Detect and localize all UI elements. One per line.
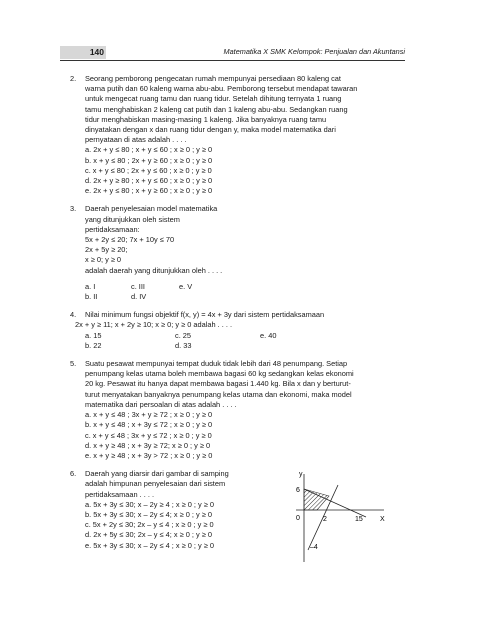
question-4: [70, 310, 410, 351]
question-text-line: Daerah penyelesaian model matematika: [85, 204, 218, 214]
question-text-line: Suatu pesawat mempunyai tempat duduk tidak lebih dari 48 penumpang. Setiap: [85, 359, 348, 369]
answer-option: d. 2x + y ≥ 80 ; x + y ≤ 60 ; x ≥ 0 ; y ≥ 0: [85, 176, 213, 186]
question-number: 5.: [70, 359, 77, 369]
answer-option: b. x + y ≤ 80 ; 2x + y ≥ 60 ; x ≥ 0 ; y ≥ 0: [85, 155, 213, 165]
shaded-region: [304, 489, 329, 510]
answer-option: c. 25: [175, 330, 192, 340]
answer-options: [85, 331, 410, 351]
answer-option: b. II: [85, 292, 98, 302]
question-text-line: tidur menghabiskan masing-masing 1 kaleng. Jika banyaknya ruang tamu: [85, 114, 327, 124]
answer-option: a. I: [85, 281, 96, 291]
answer-option: e. 40: [260, 330, 277, 340]
question-6-graph: [284, 466, 394, 566]
page-header: [60, 46, 405, 60]
answer-option: e. V: [179, 281, 193, 291]
question-text-line: 2x + y ≥ 11; x + 2y ≥ 10; x ≥ 0; y ≥ 0 adalah . . . .: [75, 320, 232, 330]
question-text-line: matematika dari persoalan di atas adalah . . . .: [85, 399, 237, 409]
answer-option: e. 2x + y ≤ 80 ; x + y ≥ 60 ; x ≥ 0 ; y ≥ 0: [85, 186, 213, 196]
question-text-line: turut menyatakan banyaknya penumpang kelas utama dan ekonomi, maka model: [85, 389, 352, 399]
answer-option: d. x + y ≥ 48 ; x + 3y ≥ 72; x ≥ 0 ; y ≥ 0: [85, 440, 211, 450]
answer-option: c. 5x + 2y ≤ 30; 2x – y ≤ 4 ; x ≥ 0 ; y ≥ 0: [85, 520, 214, 530]
question-text-line: tamu menghabiskan 2 kaleng cat putih dan 1 kaleng abu-abu. Sedangkan ruang: [85, 104, 348, 114]
origin-label: 0: [296, 515, 300, 522]
answer-options: [85, 282, 410, 302]
answer-option: a. 2x + y ≤ 80 ; x + y ≤ 60 ; x ≥ 0 ; y ≥ 0: [85, 145, 213, 155]
y-axis-label: y: [299, 471, 303, 478]
answer-option: c. x + y ≤ 48 ; 3x + y ≤ 72 ; x ≥ 0 ; y ≥ 0: [85, 430, 212, 440]
question-text-line: warna putih dan 60 kaleng warna abu-abu. Pemborong tersebut mendapat tawaran: [85, 84, 358, 94]
y-tick-6: 6: [296, 487, 300, 494]
question-text-line: penumpang kelas utama boleh membawa bagasi 60 kg sedangkan kelas ekonomi: [85, 369, 354, 379]
question-2: [70, 74, 410, 196]
question-number: 2.: [70, 74, 77, 83]
y-tick-neg4: –4: [310, 544, 318, 551]
question-text-line: pertidaksamaan . . . .: [85, 489, 155, 499]
question-text-line: 2x + 5y ≥ 20;: [85, 245, 128, 255]
question-text-line: 20 kg. Pesawat itu hanya dapat membawa bagasi 1.440 kg. Bila x dan y berturut-: [85, 379, 351, 389]
x-tick-2: 2: [323, 516, 327, 523]
question-text-line: Seorang pemborong pengecatan rumah mempunyai persediaan 80 kaleng cat: [85, 74, 341, 83]
page-number: 140: [89, 47, 104, 57]
question-text-line: 5x + 2y ≤ 20; 7x + 10y ≤ 70: [85, 235, 175, 245]
running-title: Matematika X SMK Kelompok: Penjualan dan Akuntansi: [223, 47, 405, 56]
x-axis-label: X: [380, 516, 385, 523]
question-text-line: adalah himpunan penyelesaian dari sistem: [85, 479, 226, 489]
question-text-line: pernyataan di atas adalah . . . .: [85, 135, 187, 145]
answer-option: b. 5x + 3y ≤ 30; x – 2y ≤ 4; x ≥ 0 ; y ≥ 0: [85, 509, 212, 519]
answer-option: c. x + y ≤ 80 ; 2x + y ≤ 60 ; x ≥ 0 ; y ≥ 0: [85, 165, 212, 175]
question-text-line: pertidaksamaan:: [85, 224, 140, 234]
question-text-line: yang ditunjukkan oleh sistem: [85, 214, 180, 224]
question-text-line: Nilai minimum fungsi objektif f(x, y) = 4x + 3y dari sistem pertidaksamaan: [85, 310, 325, 320]
question-number: 3.: [70, 204, 77, 214]
question-text-line: dinyatakan dengan x dan ruang tidur dengan y, maka model matematika dari: [85, 125, 336, 135]
answer-option: b. 22: [85, 340, 102, 350]
answer-option: e. x + y ≥ 48 ; x + 3y > 72 ; x ≥ 0 ; y ≥ 0: [85, 450, 213, 460]
answer-option: d. 2x + 5y ≤ 30; 2x – y ≤ 4; x ≥ 0 ; y ≥ 0: [85, 530, 212, 540]
answer-option: d. IV: [131, 292, 147, 302]
question-text-line: x ≥ 0; y ≥ 0: [85, 255, 122, 265]
answer-option: e. 5x + 3y ≤ 30; x – 2y ≤ 4 ; x ≥ 0 ; y ≥ 0: [85, 540, 214, 550]
answer-option: d. 33: [175, 340, 192, 350]
answer-option: c. III: [131, 281, 145, 291]
answer-option: a. 15: [85, 330, 102, 340]
x-tick-15: 15: [355, 516, 363, 523]
question-text-line: untuk mengecat ruang tamu dan ruang tidur. Setelah dihitung ternyata 1 ruang: [85, 94, 342, 104]
answer-option: a. x + y ≤ 48 ; 3x + y ≥ 72 ; x ≥ 0 ; y ≥ 0: [85, 410, 213, 420]
question-number: 6.: [70, 469, 77, 479]
question-text-line: adalah daerah yang ditunjukkan oleh . . . .: [85, 265, 223, 275]
question-5: [70, 359, 410, 461]
answer-option: b. x + y ≤ 48 ; x + 3y ≤ 72 ; x ≥ 0 ; y ≥ 0: [85, 420, 213, 430]
header-rule: [60, 60, 405, 61]
question-3: [70, 204, 410, 302]
answer-option: a. 5x + 3y ≤ 30; x – 2y ≥ 4 ; x ≥ 0 ; y ≥ 0: [85, 499, 214, 509]
question-number: 4.: [70, 310, 77, 320]
question-text-line: Daerah yang diarsir dari gambar di samping: [85, 469, 229, 479]
